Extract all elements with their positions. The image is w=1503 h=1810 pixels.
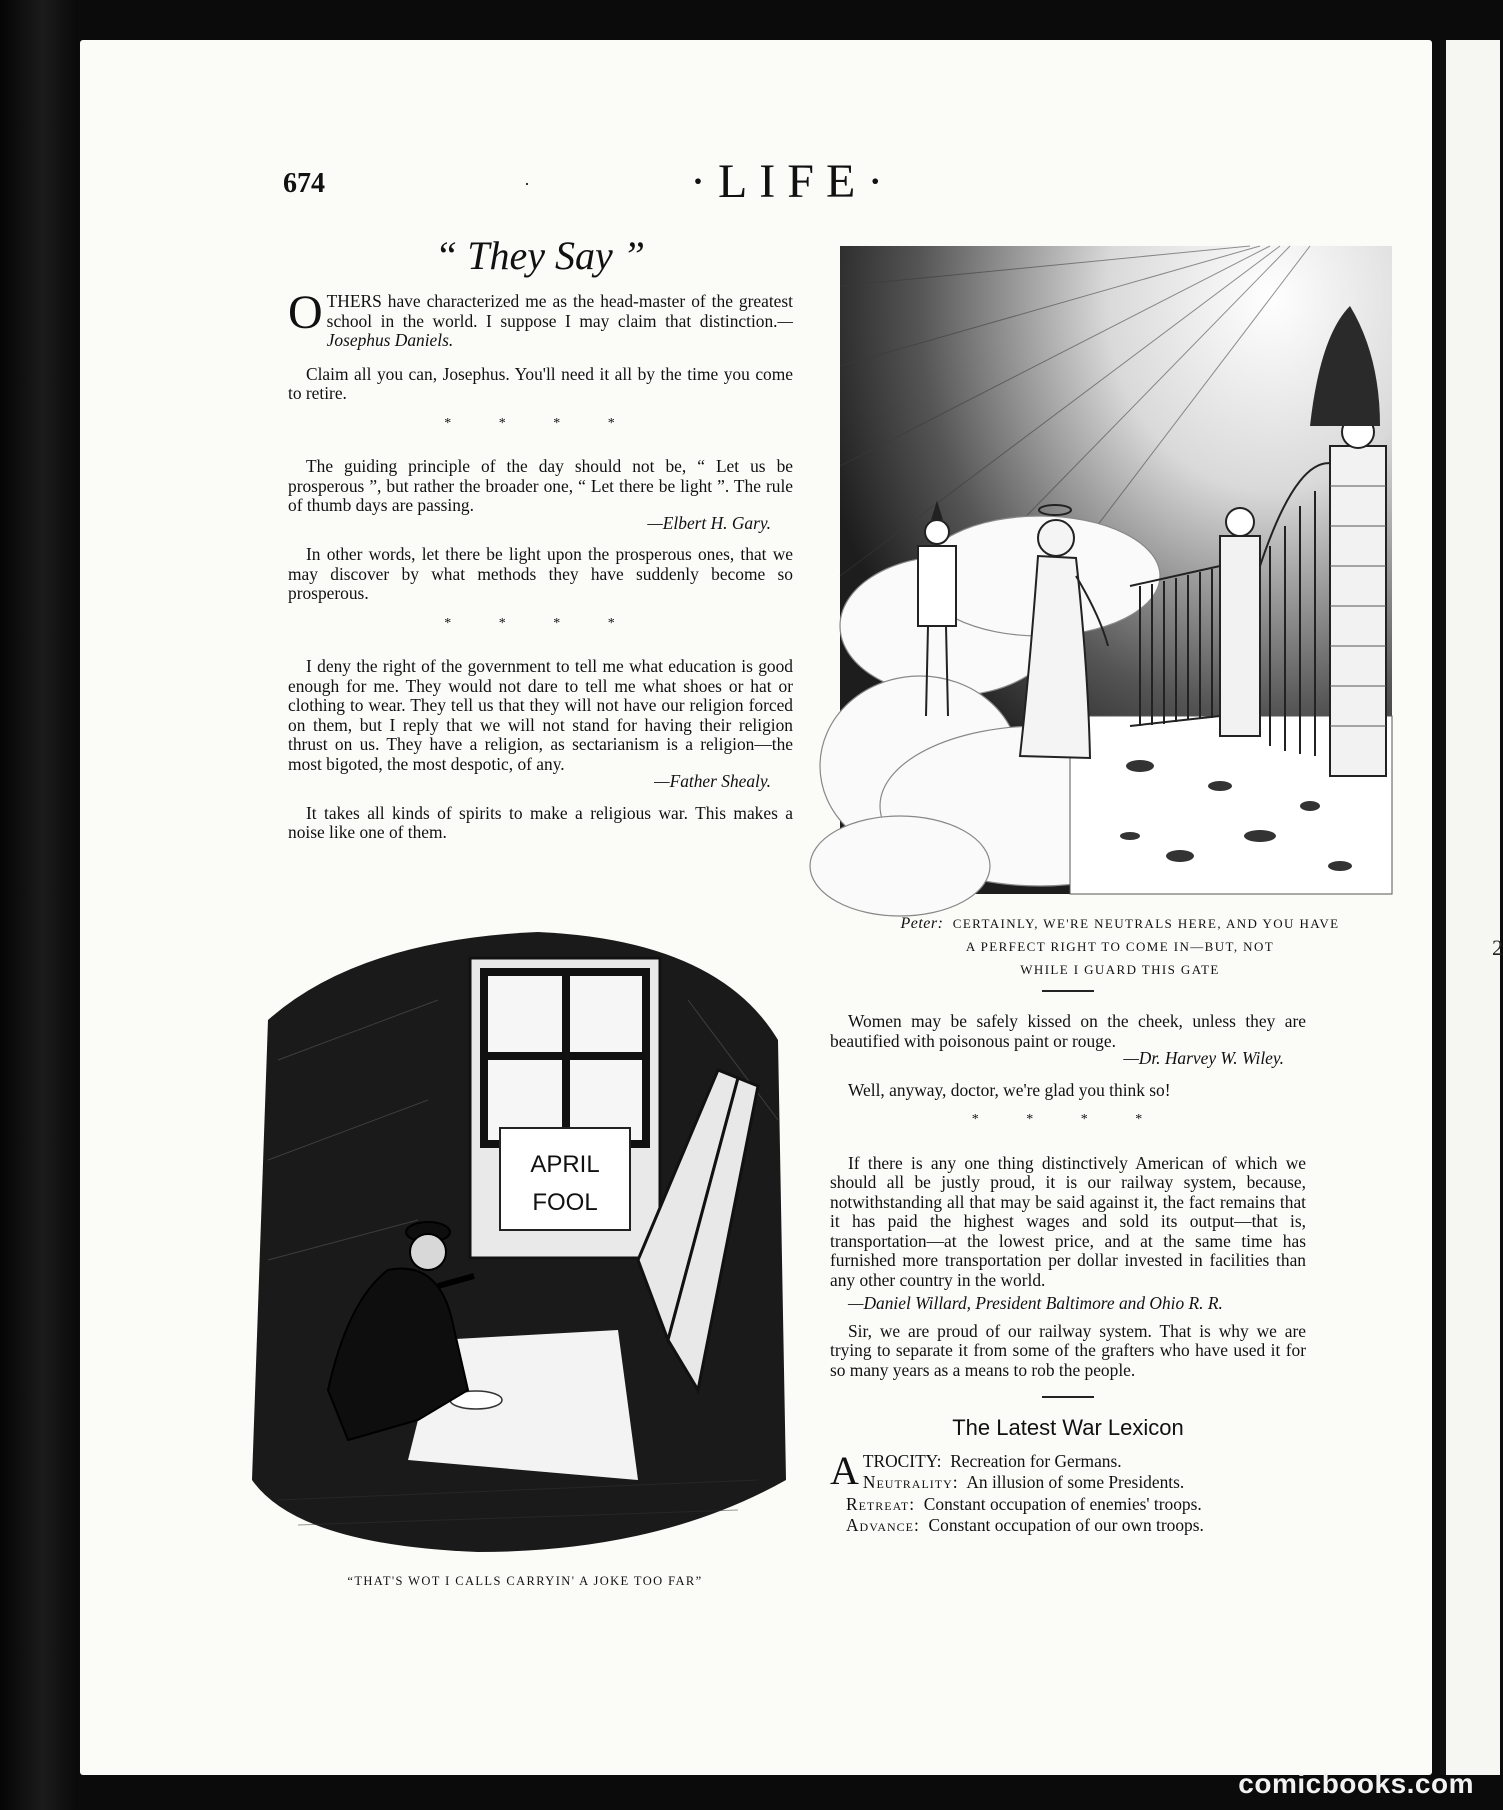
quote-attribution: —Father Shealy. xyxy=(654,771,771,791)
quote-attribution: —Josephus Daniels. xyxy=(326,310,793,350)
page-number: 674 xyxy=(283,168,325,199)
april-fool-cartoon xyxy=(238,920,798,1560)
lexicon-definition: Constant occupation of enemies' troops. xyxy=(923,1493,1202,1514)
quote-attribution: —Elbert H. Gary. xyxy=(647,512,771,533)
site-watermark: comicbooks.com xyxy=(1238,1768,1474,1799)
next-page-edge xyxy=(1440,40,1503,1775)
caption-speaker: Peter: xyxy=(900,915,944,932)
header-ornament: · xyxy=(524,174,530,194)
caption-line: CERTAINLY, WE'RE NEUTRALS HERE, AND YOU HAVE xyxy=(952,916,1340,931)
they-say-column xyxy=(288,286,793,853)
lexicon-term: Retreat: xyxy=(846,1493,916,1514)
section-separator: * * * * xyxy=(444,615,637,631)
drop-cap: A xyxy=(830,1447,859,1493)
lexicon-title: The Latest War Lexicon xyxy=(952,1415,1184,1440)
lexicon-term: Neutrality: xyxy=(862,1472,959,1492)
response-daniels: Claim all you can, Josephus. You'll need it all by the time you come to retire. xyxy=(288,363,793,403)
lexicon-definition: Recreation for Germans. xyxy=(950,1450,1122,1471)
response-wiley: Well, anyway, doctor, we're glad you think so! xyxy=(848,1079,1171,1100)
sign-text: FOOL xyxy=(532,1189,598,1216)
heaven-gate-cartoon xyxy=(840,246,1392,894)
masthead: ·LIFE· xyxy=(690,155,896,208)
book-spine xyxy=(0,0,78,1810)
divider-rule xyxy=(1042,990,1094,992)
page-gutter xyxy=(1440,40,1446,1775)
next-page-fragment: 2 xyxy=(1492,935,1503,960)
lexicon-entry xyxy=(830,1516,1306,1536)
april-fool-caption: “THAT'S WOT I CALLS CARRYIN' A JOKE TOO FAR” xyxy=(347,1574,703,1588)
gate-cartoon-caption xyxy=(820,912,1420,981)
quote-gary: The guiding principle of the day should not be, “ Let us be prosperous ”, but rather the broader one, “ Let there be light ”. The rule of thumb days are passing. xyxy=(288,456,793,515)
sign-text: APRIL xyxy=(530,1151,600,1178)
quote-attribution: —Daniel Willard, President Baltimore and Ohio R. R. xyxy=(848,1293,1223,1313)
lexicon-term: TROCITY: xyxy=(862,1450,942,1471)
response-willard: Sir, we are proud of our railway system. That is why we are trying to separate it from some of the grafters who have used it for so many years as a means to rob the people. xyxy=(830,1320,1306,1380)
section-separator: * * * * xyxy=(971,1112,1165,1127)
they-say-title: “ They Say ” xyxy=(435,233,645,278)
section-separator: * * * * xyxy=(444,415,637,431)
quote-daniels xyxy=(288,286,793,351)
divider-rule xyxy=(1042,1396,1094,1398)
lexicon-entry xyxy=(830,1495,1306,1515)
quote-willard: If there is any one thing distinctively American of which we should all be justly proud, it is our railway system, because, notwithstanding all that may be said against it, the fact remains that it has paid the highest wages and sold its output—that is, transportation—at the lowest price, and at the same time has furnished more transportation per dollar invested in facilities than any other country in the world. xyxy=(830,1152,1306,1290)
lexicon-term: Advance: xyxy=(846,1515,920,1535)
quote-shealy: I deny the right of the government to tell me what education is good enough for me. They would not dare to tell me what shoes or hat or clothing to wear. They tell us that they will not have our religion forced on them, but I reply that we will not stand for having their religion thrust on us. They have a religion, as sectarianism is a religion—the most bigoted, the most despotic, of any. xyxy=(288,656,793,774)
quote-attribution: —Dr. Harvey W. Wiley. xyxy=(1123,1048,1284,1068)
quote-text: THERS have characterized me as the head-master of the greatest school in the world. I suppose I may claim that distinction. xyxy=(326,291,793,331)
response-gary: In other words, let there be light upon the prosperous ones, that we may discover by what methods they have suddenly become so prosperous. xyxy=(288,544,793,603)
lexicon-definition: An illusion of some Presidents. xyxy=(966,1472,1185,1492)
april-fool-illustration xyxy=(238,920,798,1560)
lexicon-definition: Constant occupation of our own troops. xyxy=(928,1515,1204,1535)
lexicon-entry xyxy=(830,1473,1306,1493)
caption-line: WHILE I GUARD THIS GATE xyxy=(1020,962,1220,977)
response-shealy: It takes all kinds of spirits to make a religious war. This makes a noise like one of them. xyxy=(288,802,793,842)
right-text-column xyxy=(830,990,1306,1538)
drop-cap: O xyxy=(288,286,323,339)
caption-line: A PERFECT RIGHT TO COME IN—BUT, NOT xyxy=(965,939,1275,954)
gate-illustration xyxy=(840,246,1392,894)
quote-wiley: Women may be safely kissed on the cheek, unless they are beautified with poisonous paint or rouge. xyxy=(830,1011,1306,1051)
